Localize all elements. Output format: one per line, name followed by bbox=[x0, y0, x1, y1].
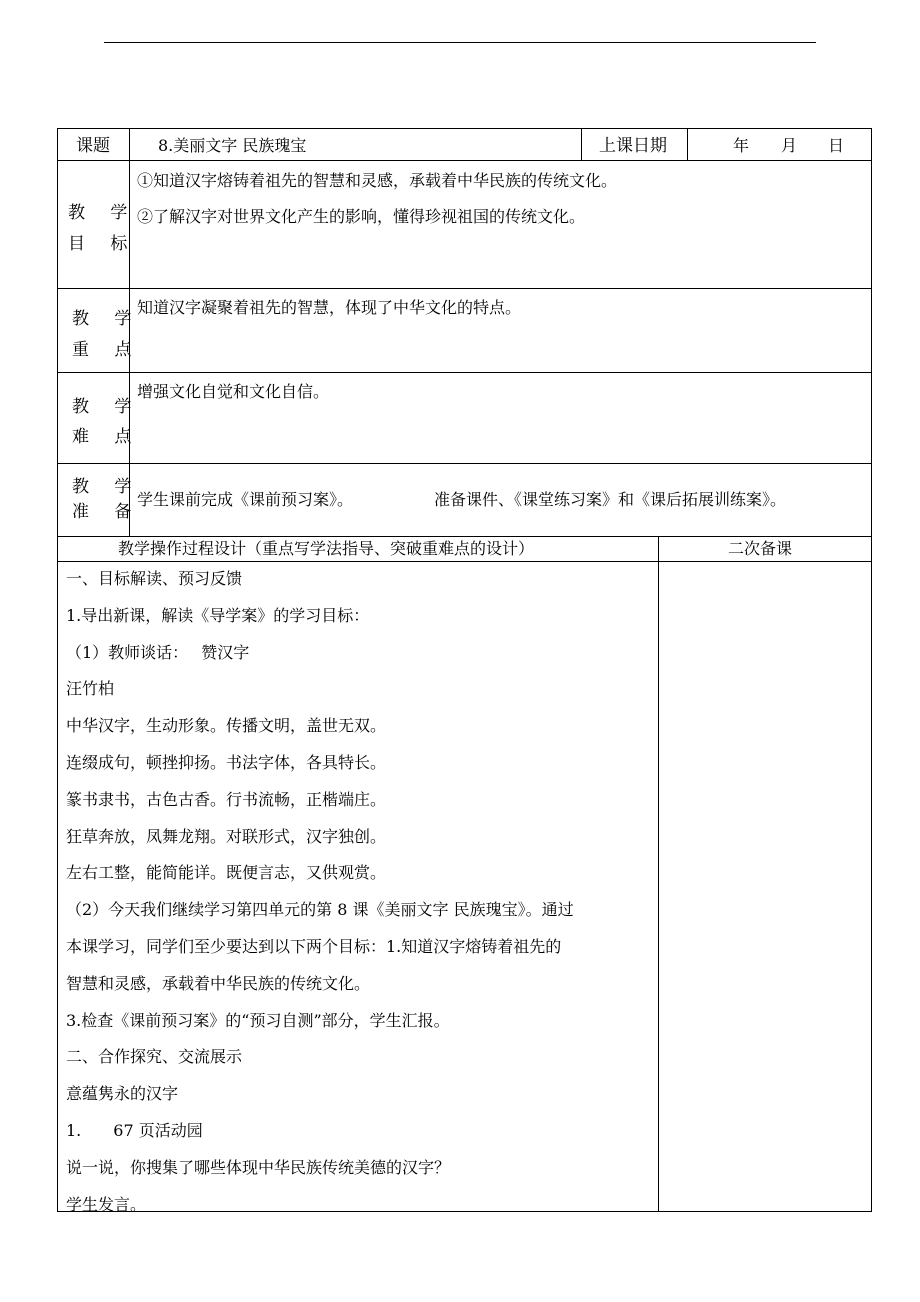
date-label: 上课日期 bbox=[599, 136, 667, 156]
date-year: 年 bbox=[733, 136, 750, 155]
date-value-cell bbox=[687, 128, 872, 161]
process-line: 左右工整，能简能详。既便言志，又供观赏。 bbox=[66, 863, 387, 883]
course-label: 课题 bbox=[76, 136, 110, 156]
process-line: 说一说，你搜集了哪些体现中华民族传统美德的汉字？ bbox=[66, 1157, 451, 1177]
process-body-right-cell bbox=[658, 561, 872, 1212]
process-line: 篆书隶书，古色古香。行书流畅，正楷端庄。 bbox=[66, 789, 387, 809]
process-line: 1.导出新课，解读《导学案》的学习目标： bbox=[66, 605, 370, 625]
process-line: （2）今天我们继续学习第四单元的第 8 课《美丽文字 民族瑰宝》。通过 bbox=[66, 900, 574, 920]
keypoints-text: 知道汉字凝聚着祖先的智慧，体现了中华文化的特点。 bbox=[137, 298, 522, 317]
keypoints-label-cell bbox=[57, 288, 130, 373]
prep-label-line1: 教 学 bbox=[72, 477, 142, 497]
difficulties-label-line1: 教 学 bbox=[72, 397, 142, 417]
process-line: 意蕴隽永的汉字 bbox=[66, 1084, 179, 1104]
difficulties-label-cell bbox=[57, 372, 130, 464]
header-rule bbox=[104, 42, 816, 43]
goals-label-line2: 目 标 bbox=[68, 234, 138, 254]
process-line: 1. 67 页活动园 bbox=[66, 1121, 203, 1140]
process-header-right: 二次备课 bbox=[728, 539, 793, 558]
process-line: 连缀成句，顿挫抑扬。书法字体，各具特长。 bbox=[66, 753, 387, 772]
prep-student-text: 学生课前完成《课前预习案》。 bbox=[137, 490, 354, 509]
prep-label-line2: 准 备 bbox=[72, 502, 142, 522]
prep-teacher-text: 准备课件、《课堂练习案》和《课后拓展训练案》。 bbox=[434, 490, 787, 509]
difficulties-text: 增强文化自觉和文化自信。 bbox=[137, 382, 330, 401]
goals-label-cell bbox=[57, 160, 130, 289]
process-line: 中华汉字，生动形象。传播文明，盖世无双。 bbox=[66, 716, 387, 736]
course-title: 8.美丽文字 民族瑰宝 bbox=[158, 136, 307, 155]
difficulties-label-line2: 难 点 bbox=[72, 427, 142, 447]
process-line: 狂草奔放，凤舞龙翔。对联形式，汉字独创。 bbox=[66, 826, 387, 846]
process-line: 本课学习，同学们至少要达到以下两个目标：1.知道汉字熔铸着祖先的 bbox=[66, 937, 562, 956]
process-line: （1）教师谈话： 赞汉字 bbox=[66, 642, 250, 662]
date-day: 日 bbox=[828, 136, 845, 155]
keypoints-label-line2: 重 点 bbox=[72, 340, 142, 360]
process-line: 学生发言。 bbox=[66, 1194, 147, 1214]
process-line: 一、目标解读、预习反馈 bbox=[66, 569, 243, 588]
process-header-left: 教学操作过程设计（重点写学法指导、突破重难点的设计） bbox=[118, 539, 535, 558]
goal-item-2: ②了解汉字对世界文化产生的影响，懂得珍视祖国的传统文化。 bbox=[137, 207, 586, 226]
date-month: 月 bbox=[781, 136, 798, 155]
prep-label-cell bbox=[57, 463, 130, 537]
goal-item-1: ①知道汉字熔铸着祖先的智慧和灵感，承载着中华民族的传统文化。 bbox=[137, 171, 618, 190]
process-line: 二、合作探究、交流展示 bbox=[66, 1047, 243, 1067]
process-line: 3.检查《课前预习案》的“预习自测”部分，学生汇报。 bbox=[66, 1010, 450, 1030]
process-line: 汪竹柏 bbox=[66, 679, 115, 699]
process-line: 智慧和灵感，承载着中华民族的传统文化。 bbox=[66, 973, 371, 993]
goals-label-line1: 教 学 bbox=[68, 203, 138, 223]
keypoints-label-line1: 教 学 bbox=[72, 309, 142, 329]
